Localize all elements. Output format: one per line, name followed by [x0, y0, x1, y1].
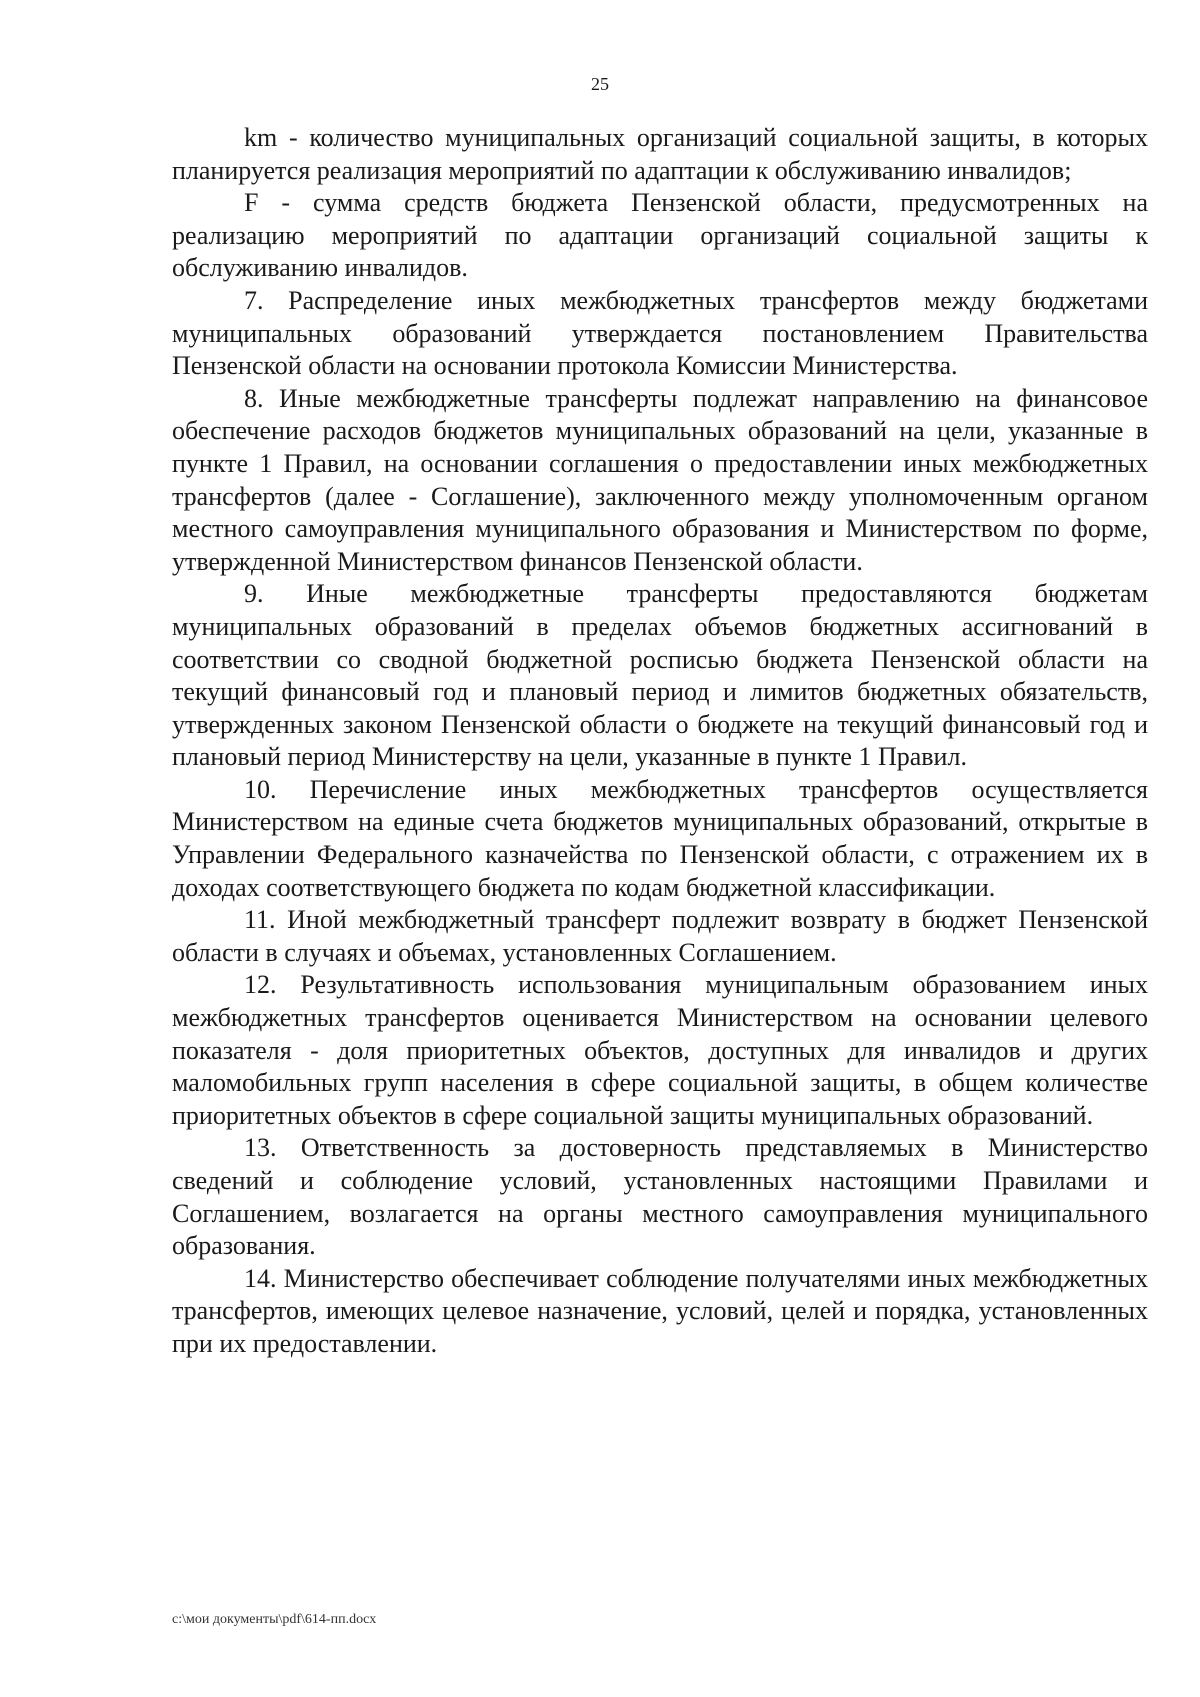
paragraph-f-definition: F - сумма средств бюджета Пензенской области, предусмотренных на реализацию мероприятий по адаптации организаций социальной защиты к обслуживанию инвалидов.	[172, 188, 1148, 283]
paragraph-7: 7. Распределение иных межбюджетных трансфертов между бюджетами муниципальных образований утверждается постановлением Правительства Пензенской области на основании протокола Комиссии Министерства.	[172, 285, 1148, 381]
paragraph-9: 9. Иные межбюджетные трансферты предоставляются бюджетам муниципальных образований в пределах объемов бюджетных ассигнований в соответствии со сводной бюджетной росписью бюджета Пензенской области на текущий финансовый год и плановый период и лимитов бюджетных обязательств, утвержденных законом Пензенской области о бюджете на текущий финансовый год и плановый период Министерству на цели, указанные в пункте 1 Правил.	[172, 579, 1148, 772]
document-body	[172, 122, 1148, 1361]
page-number: 25	[591, 74, 609, 94]
paragraph-11: 11. Иной межбюджетный трансферт подлежит возврату в бюджет Пензенской области в случаях и объемах, установленных Соглашением.	[172, 905, 1148, 967]
paragraph-12: 12. Результативность использования муниципальным образованием иных межбюджетных трансфертов оценивается Министерством на основании целевого показателя - доля приоритетных объектов, доступных для инвалидов и других маломобильных групп населения в сфере социальной защиты, в общем количестве приоритетных объектов в сфере социальной защиты муниципальных образований.	[172, 970, 1148, 1130]
paragraph-10: 10. Перечисление иных межбюджетных трансфертов осуществляется Министерством на единые счета бюджетов муниципальных образований, открытые в Управлении Федерального казначейства по Пензенской области, с отражением их в доходах соответствующего бюджета по кодам бюджетной классификации.	[172, 774, 1148, 902]
paragraph-13: 13. Ответственность за достоверность представляемых в Министерство сведений и соблюдение условий, установленных настоящими Правилами и Соглашением, возлагается на органы местного самоуправления муниципального образования.	[172, 1133, 1148, 1261]
footer-file-path: c:\мои документы\pdf\614-пп.docx	[172, 1612, 377, 1627]
paragraph-8: 8. Иные межбюджетные трансферты подлежат направлению на финансовое обеспечение расходов бюджетов муниципальных образований на цели, указанные в пункте 1 Правил, на основании соглашения о предоставлении иных межбюджетных трансфертов (далее - Соглашение), заключенного между уполномоченным органом местного самоуправления муниципального образования и Министерством по форме, утвержденной Министерством финансов Пензенской области.	[172, 383, 1148, 576]
paragraph-14: 14. Министерство обеспечивает соблюдение получателями иных межбюджетных трансфертов, имеющих целевое назначение, условий, целей и порядка, установленных при их предоставлении.	[172, 1263, 1148, 1358]
paragraph-km-definition: km - количество муниципальных организаций социальной защиты, в которых планируется реализация мероприятий по адаптации к обслуживанию инвалидов;	[172, 123, 1148, 185]
